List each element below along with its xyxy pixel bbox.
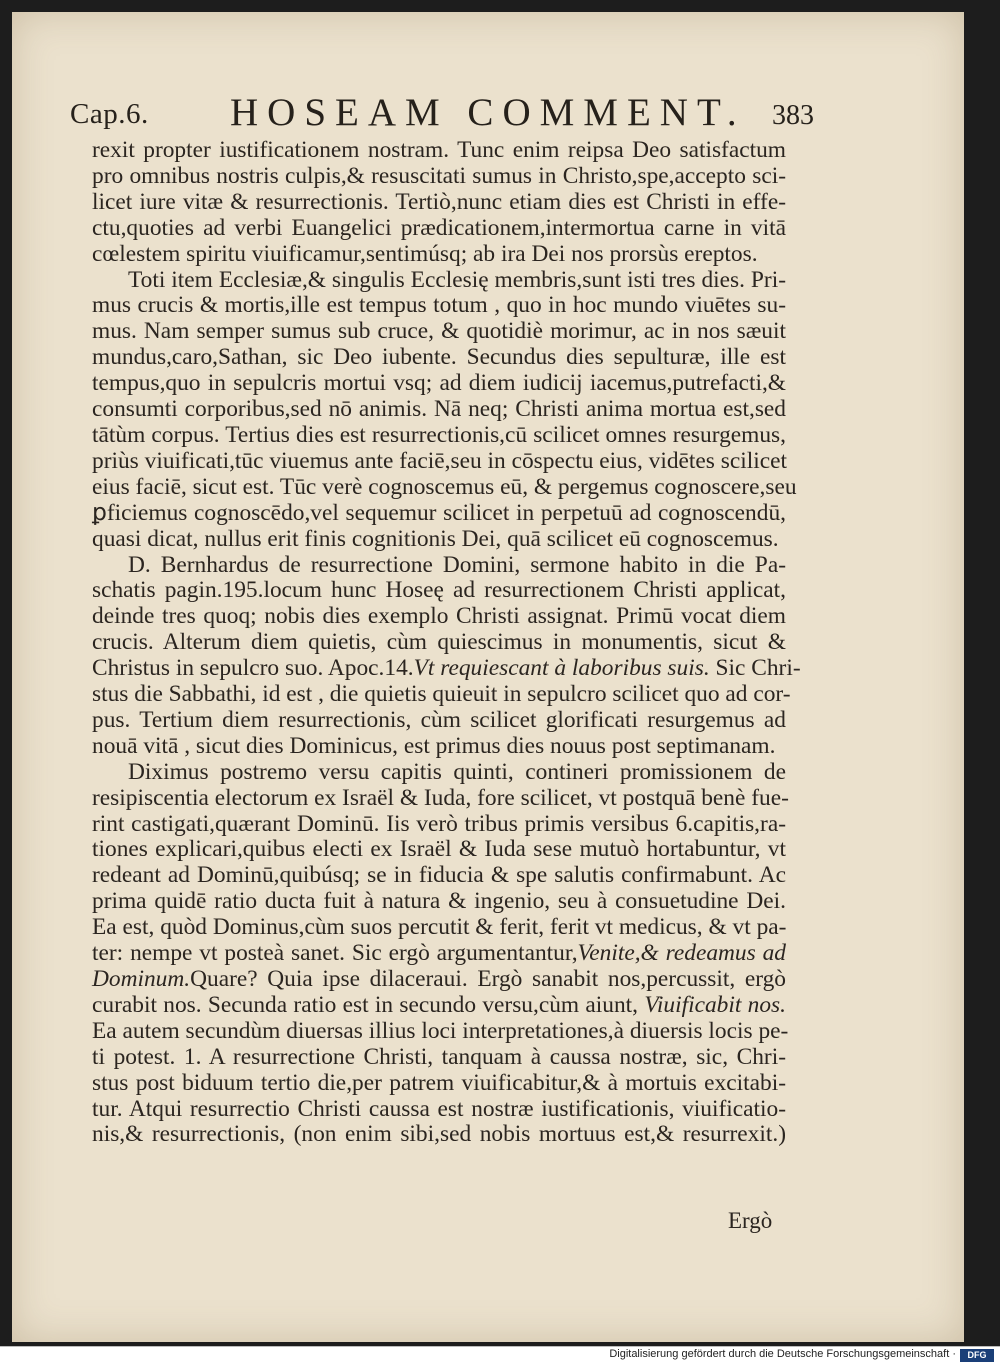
text-line	[92, 967, 786, 993]
line-text: resipiscentia electorum ex Israël & Iuda, fore scilicet, vt postquā benè fue-	[92, 784, 789, 811]
line-text: Christus in sepulcro suo. Apoc.14.	[92, 655, 414, 682]
page-number: 383	[772, 100, 814, 131]
line-text: prima quidē ratio ducta fuit à natura & ingenio, seu à consuetudine Dei.	[92, 888, 786, 915]
text-line	[92, 889, 786, 915]
line-text: stus post biduum tertio die,per patrem viuificabitur,& à mortuis excitabi-	[92, 1069, 786, 1096]
text-line	[92, 812, 786, 838]
text-line	[92, 371, 786, 397]
footer-credit: Digitalisierung gefördert durch die Deutsche Forschungsgemeinschaft ·	[609, 1348, 956, 1360]
line-text: quasi dicat, nullus erit finis cognitionis Dei, quā scilicet eū cognoscemus.	[92, 525, 779, 552]
text-line	[92, 138, 786, 164]
body-text	[92, 137, 801, 1148]
text-line	[92, 655, 801, 682]
text-line	[92, 630, 786, 656]
text-line	[92, 397, 786, 423]
line-text: tātùm corpus. Tertius dies est resurrectionis,cū scilicet omnes resurgemus,	[92, 421, 786, 448]
line-text: Ea autem secundùm diuersas illius loci interpretationes,à diuersis locis pe-	[92, 1017, 789, 1044]
text-line	[92, 863, 786, 889]
line-italic-text: Vt requiescant à laboribus suis.	[413, 655, 710, 682]
line-text: tiones explicari,quibus electi ex Israël & Iuda sese mutuò hortabuntur, vt	[92, 836, 786, 863]
line-text: schatis pagin.195.locum hunc Hoseę ad resurrectionem Christi applicat,	[92, 577, 786, 604]
text-line	[92, 837, 786, 863]
text-line	[92, 1071, 786, 1097]
text-line	[92, 345, 786, 371]
line-text: pro omnibus nostris culpis,& resuscitati sumus in Christo,spe,accepto sci-	[92, 162, 786, 189]
line-text: ctu,quoties ad verbi Euangelici prædicationem,intermortua carne in vitā	[92, 214, 786, 241]
text-line	[92, 941, 786, 967]
line-text: ti potest. 1. A resurrectione Christi, tanquam à caussa nostræ, sic, Chri-	[92, 1043, 786, 1070]
text-line	[92, 993, 786, 1019]
line-text: mus crucis & mortis,ille est tempus totum , quo in hoc mundo viuētes su-	[92, 292, 786, 319]
text-line	[92, 473, 797, 501]
line-text: priùs viuificati,tūc viuemus ante faciē,seu in cōspectu eius, vidētes scilicet	[92, 447, 788, 474]
text-line	[92, 784, 789, 812]
line-text: tempus,quo in sepulcris mortui vsq; ad diem iudicij iacemus,putrefacti,&	[92, 370, 786, 397]
dfg-logo-icon: DFG	[960, 1349, 994, 1362]
line-text: rexit propter iustificationem nostram. Tunc enim reipsa Deo satisfactum	[92, 137, 786, 163]
scanned-page	[12, 12, 964, 1342]
line-text: stus die Sabbathi, id est , die quietis quieuit in sepulcro scilicet quo ad cor-	[92, 681, 791, 708]
line-text: crucis. Alterum diem quietis, cùm quiescimus in monumentis, sicut &	[92, 629, 786, 656]
line-tail-text: Quare? Quia ipse dilaceraui. Ergò sanabit nos,percussit, ergò	[190, 966, 786, 992]
line-text: ꝑficiemus cognoscēdo,vel sequemur scilicet in perpetuū ad cognoscendū,	[92, 499, 786, 526]
line-text: nis,& resurrectionis, (non enim sibi,sed nobis mortuus est,& resurrexit.)	[92, 1121, 786, 1148]
text-line	[92, 423, 786, 449]
line-text: pus. Tertium diem resurrectionis, cùm scilicet glorificati resurgemus ad	[92, 706, 786, 733]
line-text: deinde tres quoq; nobis dies exemplo Christi assignat. Primū vocat diem	[92, 603, 786, 630]
line-italic-text: Viuificabit nos.	[644, 991, 786, 1018]
line-text: D. Bernhardus de resurrectione Domini, sermone habito in die Pa-	[128, 551, 786, 578]
line-text: cœlestem spiritu viuificamur,sentimúsq; ab ira Dei nos prorsùs ereptos.	[92, 240, 758, 267]
text-line	[92, 501, 786, 527]
text-line	[92, 760, 786, 786]
digitization-footer	[0, 1346, 1000, 1365]
text-line	[92, 449, 786, 475]
text-line	[92, 164, 786, 190]
text-line	[92, 553, 786, 579]
line-italic-text: Dominum.	[92, 966, 191, 992]
line-text: mundus,caro,Sathan, sic Deo iubente. Secundus dies sepulturæ, ille est	[92, 344, 786, 371]
line-text: rint castigati,quærant Dominū. Iis verò tribus primis versibus 6.capitis,ra-	[92, 810, 786, 837]
line-text: Ea est, quòd Dominus,cùm suos percutit & ferit, ferit vt medicus, & vt pa-	[92, 914, 787, 941]
text-line	[92, 527, 786, 553]
catchword: Ergò	[728, 1208, 773, 1233]
text-line	[92, 1097, 786, 1123]
running-title: HOSEAM COMMENT.	[230, 91, 746, 134]
text-line	[92, 190, 786, 216]
line-text: Diximus postremo versu capitis quinti, contineri promissionem de	[128, 758, 786, 785]
line-tail-text: Sic Chri-	[709, 655, 801, 682]
line-text: redeant ad Dominū,quibúsq; se in fiducia & spe salutis confirmabunt. Ac	[92, 862, 786, 889]
running-header	[70, 88, 814, 138]
text-line	[92, 1017, 789, 1045]
text-line	[92, 708, 786, 734]
text-line	[92, 681, 791, 708]
line-text: licet iure vitæ & resurrectionis. Tertiò,nunc etiam dies est Christi in effe-	[92, 188, 786, 215]
line-text: ter: nempe vt posteà sanet. Sic ergò argumentantur,	[92, 940, 578, 967]
text-line	[92, 915, 786, 941]
text-line	[92, 734, 786, 760]
line-text: eius faciē, sicut est. Tūc verè cognoscemus eū, & pergemus cognoscere,seu	[92, 473, 797, 500]
line-text: tur. Atqui resurrectio Christi caussa est nostræ iustificationis, viuificatio-	[92, 1095, 786, 1122]
line-text: mus. Nam semper sumus sub cruce, & quotidiè morimur, ac in nos sæuit	[92, 318, 786, 345]
line-text: curabit nos. Secunda ratio est in secundo versu,cùm aiunt,	[92, 991, 645, 1018]
text-line	[92, 578, 786, 604]
text-line	[92, 242, 786, 268]
text-line	[92, 319, 786, 345]
line-text: Toti item Ecclesiæ,& singulis Ecclesię membris,sunt isti tres dies. Pri-	[128, 266, 786, 293]
text-line	[92, 1122, 786, 1148]
text-line	[92, 293, 786, 319]
chapter-label: Cap.6.	[70, 98, 149, 130]
line-text: consumti corporibus,sed nō animis. Nā neq; Christi anima mortua est,sed	[92, 396, 786, 423]
text-line	[92, 268, 786, 294]
text-line	[92, 216, 786, 242]
text-line	[92, 1045, 786, 1071]
line-text: nouā vitā , sicut dies Dominicus, est primus dies nouus post septimanam.	[92, 732, 776, 759]
line-italic-text: Venite,& redeamus ad	[577, 940, 786, 967]
text-line	[92, 604, 786, 630]
